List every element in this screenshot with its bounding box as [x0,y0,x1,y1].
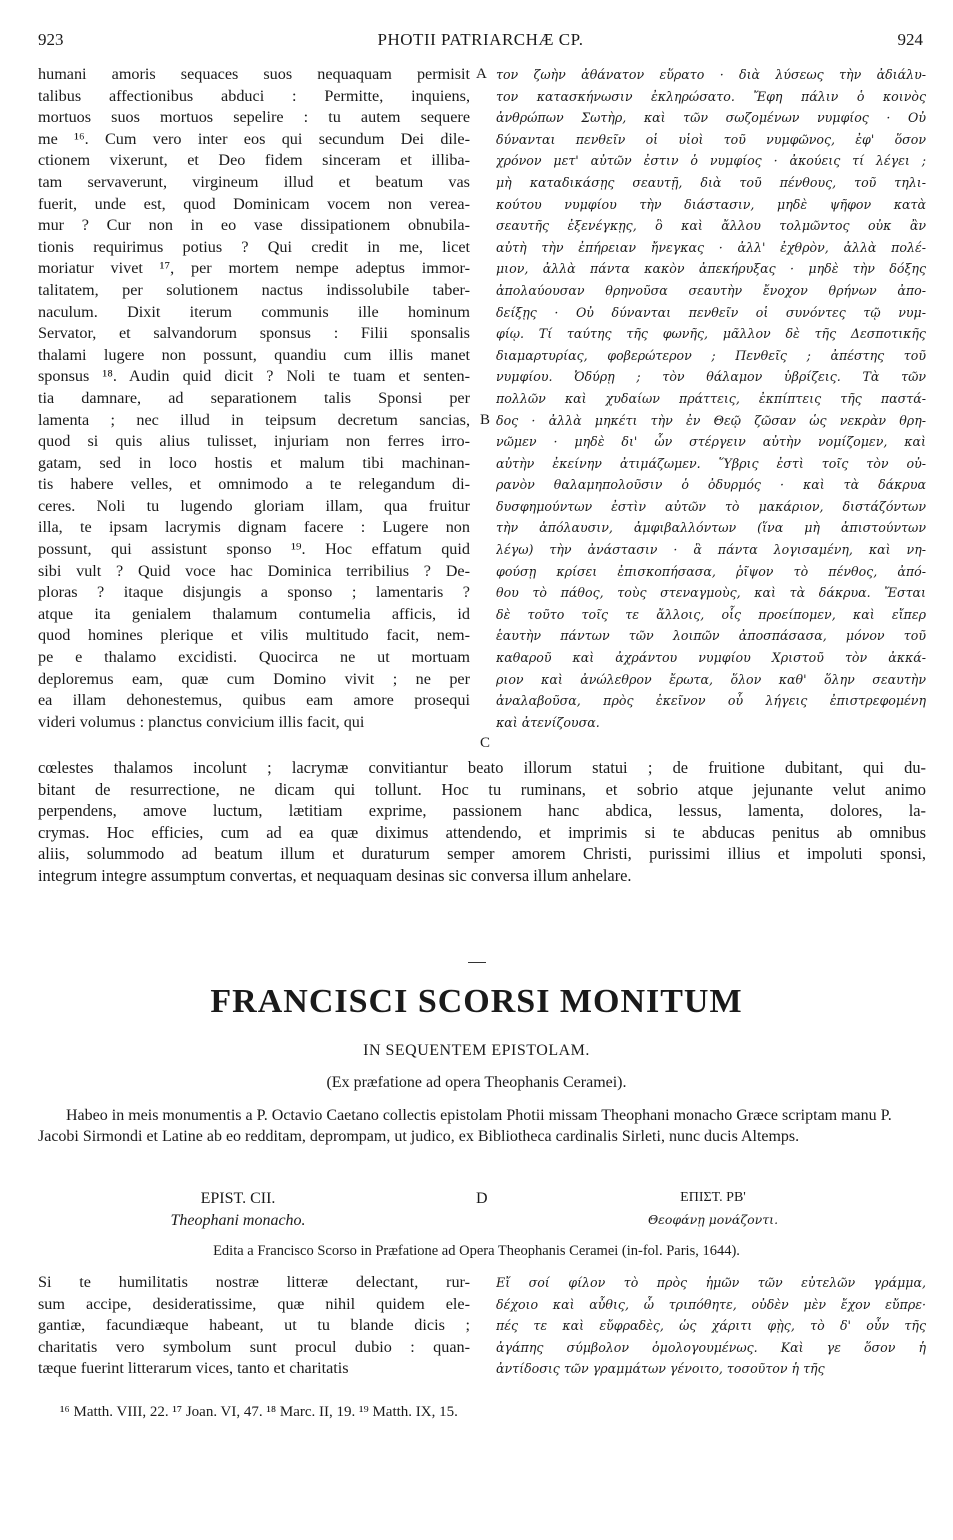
epistle-greek-heading: ΕΠΙΣΤ. ΡΒ' [680,1190,746,1205]
running-head [38,30,923,58]
greek-text-line: διαμαρτυρίας, φοβερώτερον ; Πενθεῖς ; ἀπέστης τοῦ [496,347,926,363]
latin-text-line: possunt, qui assistunt sponso ¹⁹. Hoc effatum quid [38,540,470,559]
latin-text-line: integrum integre assumptum convertas, et nequaquam desinas sic conversa illum anhelare. [38,865,632,885]
greek-text-line: τον κατασκήνωσιν ἐκληρώσατο. Ἔφη πάλιν ὁ κοινὸς [496,88,926,104]
latin-text-line: Si te humilitatis nostræ litteræ delectant, rur- [38,1273,470,1291]
latin-text-line: videri volumus : planctus convicium illis facit, qui [38,712,365,731]
latin-text-line: mur ? Cur non in eo vase dissipationem obnubila- [38,216,470,235]
greek-text-line: τὴν ἀπόλαυσιν, ἀμφιβαλλόντων (ἵνα μὴ ἀπιστούντων [496,520,926,536]
column-letter-c: C [480,735,491,751]
latin-text-line: humani amoris sequaces suos nequaquam permisit [38,65,470,83]
greek-text-line: Εἴ σοί φίλον τὸ πρὸς ἡμῶν τῶν εὐτελῶν γράμμα, [496,1275,926,1290]
greek-text-line: ἀντίδοσις τῶν γραμμάτων γένοιτο, τοσοῦτον ἡ τῆς [496,1361,825,1377]
latin-text-line: gantiæ, facundiæque habeant, ut tu blande dicis ; [38,1316,470,1335]
epistle-greek-recipient: Θεοφάνῃ μονάζοντι. [647,1212,779,1227]
greek-text-line: αὐτὴν ἐκείνην ἀτιμάζωμεν. Ὕβρις ἐστὶ τοῖς τὸν οὐ- [496,455,926,471]
greek-text-line: δείξῃς · Οὐ δύνανται πενθεῖν οἱ συνόντες τῷ νυμ- [496,304,926,320]
latin-text-line: ea illam dehonestemus, quibus eam amore prosequi [38,691,470,710]
greek-text-line: δος · ἀλλὰ μηκέτι τὴν ἐν Θεῷ ζῶσαν ὡς νεκρὰν θρη- [496,412,926,428]
latin-text-line: me ¹⁶. Cum vero inter eos qui secundum Dei dile- [38,129,470,148]
greek-column-lower [496,1272,926,1382]
latin-text-line: lamenta ; nec illud in teipsum decretum sancias, [38,410,470,429]
greek-text-line: ριον καὶ ἀνώλεθρον ἔρωτα, ὅλον καθ' ὅλην σεαυτὴν [496,671,926,687]
latin-text-line: illa, te ipsam lacrymis dignam facere : Lugere non [38,518,470,537]
latin-text-line: mortuos suos mortuos sepelire : tu autem sequere [38,108,470,127]
edition-note: Edita a Francisco Scorso in Præfatione ad Opera Theophanis Ceramei (in-fol. Paris, 1644). [213,1243,740,1259]
greek-text-line: θου τὸ πάθος, τοὺς στεναγμοὺς, καὶ τὰ δάκρυα. Ἔσται [496,585,926,601]
greek-text-line: καὶ ἀτενίζουσα. [496,714,600,730]
latin-text-line: atque ita genialem thalamum contumelia afficis, id [38,604,470,623]
greek-text-line: ἀναλαβοῦσα, πρὸς ἐκεῖνον οὗ λήγεις ἐπιστρεφομένη [496,693,926,709]
greek-text-line: νῶμεν · μηδὲ δι' ὧν στέργειν αὐτὴν νομίζομεν, καὶ [496,434,926,450]
latin-text-line: talitatem, per solutionem nactus indissolubile taber- [38,280,470,299]
latin-text-line: sum accipe, desideratissime, quæ nihil quidem ele- [38,1294,470,1313]
epistle-latin-recipient: Theophani monacho. [170,1212,306,1229]
latin-text-line: cœlestes thalamos incolunt ; lacrymæ convitiantur beato illorum statui ; de fruitione dubitant, qui du- [38,758,926,777]
column-letter-b: B [480,412,491,428]
latin-text-line: sponsus ¹⁸. Audin quid dicit ? Noli te tuam et senten- [38,367,470,386]
greek-text-line: τον ζωὴν ἀθάνατον εὕρατο · διὰ λύσεως τὴν ἀδιάλυ- [496,67,926,82]
greek-text-line: ρανὸν θαλαμηπολοῦσιν ὁ ὀδυρμός · καὶ τὰ δάκρυα [496,477,926,493]
epistle-latin-heading: EPIST. CII. [200,1190,276,1207]
latin-text-line: pe e thalamo excidisti. Quocirca ne ut mortuam [38,648,470,667]
latin-text-line: gatam, sed in loco hostis et malum tibi machinan- [38,453,470,472]
latin-text-line: moriatur vivet ¹⁷, per mortem nempe adeptus immor- [38,259,470,278]
greek-text-line: ἀγάπης σύμβολον ὁμολογουμένως. Καὶ γε ὅσον ἡ [496,1339,926,1355]
latin-full-width-paragraph [38,757,926,889]
latin-text-line: tia damnare, ad separationem talis Sponsi per [38,388,470,407]
greek-text-line: χρόνον μετ' αὐτῶν ἐστιν ὁ νυμφίος · ἀκούεις τί λέγει ; [496,153,926,169]
greek-text-line: δύνανται πενθεῖν οἱ υἱοὶ τοῦ νυμφῶνος, ἐφ' ὅσον [496,131,926,147]
latin-text-line: crymas. Hoc efficies, cum ad ea quæ diximus attendendo, et imprimis si te abducas penitus ab omnibus [38,822,926,842]
greek-text-line: πές τε καὶ εὔφραδὲς, ὡς χάριτι φῂς, τὸ δ' οὖν τῆς [496,1318,926,1334]
latin-text-line: naculum. Dixit iterum communis ille hominum [38,302,470,321]
latin-text-line: perpendens, amove luctum, lætitiam exprime, passionem hanc abdica, lessus, lamenta, dolores, la- [38,801,926,821]
latin-text-line: ceres. Noli tu lugendo gloriam illam, qua fruitur [38,496,470,515]
greek-text-line: ἀνθρώπων Σωτὴρ, καὶ τῶν σωζομένων νυμφίος · Οὐ [496,110,926,126]
greek-text-line: ἀπολαύουσαν θρηνοῦσα σεαυτὴν ἔνοχον θρήνων ἀπο- [496,282,926,298]
latin-column-lower [38,1272,470,1382]
latin-text-line: quod si quis alius tulisset, injuriam non ferres irro- [38,432,470,451]
latin-column-upper [38,64,470,744]
latin-text-line: tam servaverunt, virgineum illud et beatum vas [38,172,470,191]
latin-text-line: talibus affectionibus abduci : Permitte, inquiens, [38,86,470,105]
latin-text-line: tionis requirimus potius ? Qui credit in me, licet [38,237,470,256]
latin-text-line: tæque fuerint litterarum vices, tanto et charitatis [38,1359,349,1378]
latin-text-line: deploremus eam, quæ cum Domino vivit ; ne per [38,669,470,688]
greek-text-line: λέγω) τὴν ἀνάστασιν · ἃ πάντα λογισαμένη, καὶ νη- [496,542,926,558]
latin-text-line: Servator, et salvandorum sponsus : Filii sponsalis [38,324,470,343]
greek-text-line: αὐτὴ τὴν ἐπήρειαν ἤνεγκας · ἀλλ' ἐχθρὸν, ἀλλὰ πολέ- [496,239,926,255]
greek-text-line: πολλῶν καὶ χυδαίων πράττεις, ἐκπίπτεις τῆς παστά- [496,390,926,406]
greek-text-line: δὲ τοῦτο τοῖς τε ἄλλοις, οἷς προείπομεν, καὶ εἴπερ [496,606,926,622]
latin-text-line: sibi vult ? Quid voce hac Dominica terribilius ? De- [38,561,470,580]
latin-text-line: fuerit, unde est, quod Dominicam vocem non verea- [38,194,470,213]
latin-text-line: thalami lugere non possunt, quandiu cum illis manet [38,345,470,364]
right-page-number: 924 [897,30,923,49]
section-title: FRANCISCI SCORSI MONITUM [210,983,743,1020]
greek-text-line: μιον, ἀλλὰ πάντα κακὸν ἀπεκήρυξας · μηδὲ τὴν δόξης [496,261,926,277]
latin-text-line: aliis, solummodo ad beatum illum et duraturum semper amorem Christi, purissimi illius et impoluti sponsi, [38,844,926,864]
greek-text-line: δυσφημούντων ἐστὶν αὐτῶν τὸ μακάριον, διστάζόντων [496,498,926,514]
column-letter-d: D [476,1190,488,1207]
greek-text-line: κούτου νυμφίου τὴν διάστασιν, μηδὲ ψῆφον κατὰ [496,196,926,212]
monitum-intro: Habeo in meis monumentis a P. Octavio Caetano collectis epistolam Photii missam Theophani monacho Græce scriptam manu P. Jacobi Sirmondi et Latine ab eo redditam, deprompam, ut judico, ex Bibliotheca cardinalis Sirleti, nunc ducis Altemps. [38,1107,892,1145]
section-subtitle: IN SEQUENTEM EPISTOLAM. [363,1042,590,1059]
latin-text-line: ploras ? itaque disjungis a sponso ; lamentaris ? [38,583,470,602]
footnotes: ¹⁶ Matth. VIII, 22. ¹⁷ Joan. VI, 47. ¹⁸ Marc. II, 19. ¹⁹ Matth. IX, 15. [60,1404,458,1420]
section-source: (Ex præfatione ad opera Theophanis Ceramei). [326,1074,627,1091]
greek-text-line: νυμφίου. Ὀδύρῃ ; τὸν θάλαμον ὑβρίζεις. Τὰ τῶν [496,369,926,385]
latin-text-line: ctionem vixerunt, et Deo fidem sinceram et illiba- [38,151,470,170]
latin-text-line: quod homines plerique et vilis multitudo facit, nem- [38,626,470,645]
left-page-number: 923 [38,30,64,49]
latin-text-line: tis habere velles, et omnimodo a te relegandum di- [38,475,470,494]
latin-text-line: bitant de resurrectione, ne dicam qui tollunt. Hoc tu ruminans, et sobrio atque jejunante velut animo [38,779,926,799]
greek-text-line: καθαροῦ καὶ ἀχράντου νυμφίου Χριστοῦ τὸν ἀκκά- [496,650,926,666]
latin-text-line: charitatis vero symbolum sunt procul dubio : quan- [38,1337,470,1356]
greek-text-line: δέχοιο καὶ αὖθις, ὦ τριπόθητε, οὐδὲν μὲν ἔχον εὔπρε· [496,1296,926,1312]
greek-text-line: μὴ καταδικάσῃς σεαυτῇ, διὰ τοῦ πένθους, τοῦ τηλι- [496,174,926,190]
greek-column-upper [496,64,926,744]
column-letter-a: A [476,66,487,82]
greek-text-line: φίῳ. Τί ταύτης τῆς φωνῆς, μᾶλλον δὲ τῆς Δεσποτικῆς [496,326,926,342]
running-title: PHOTII PATRIARCHÆ CP. [377,30,584,49]
greek-text-line: φούσῃ κρίσει ἐπισκοπήσασα, ῥῖψον τὸ πένθος, ἀπό- [496,563,926,579]
section-divider [468,962,486,963]
greek-text-line: ἑαυτὴν πάντων τῶν λοιπῶν ἀποσπάσασα, μόνον τοῦ [496,628,926,644]
greek-text-line: σεαυτῆς ἐξενέγκῃς, ὃ καὶ ἄλλου τολμῶντος οὐκ ἂν [496,218,926,234]
